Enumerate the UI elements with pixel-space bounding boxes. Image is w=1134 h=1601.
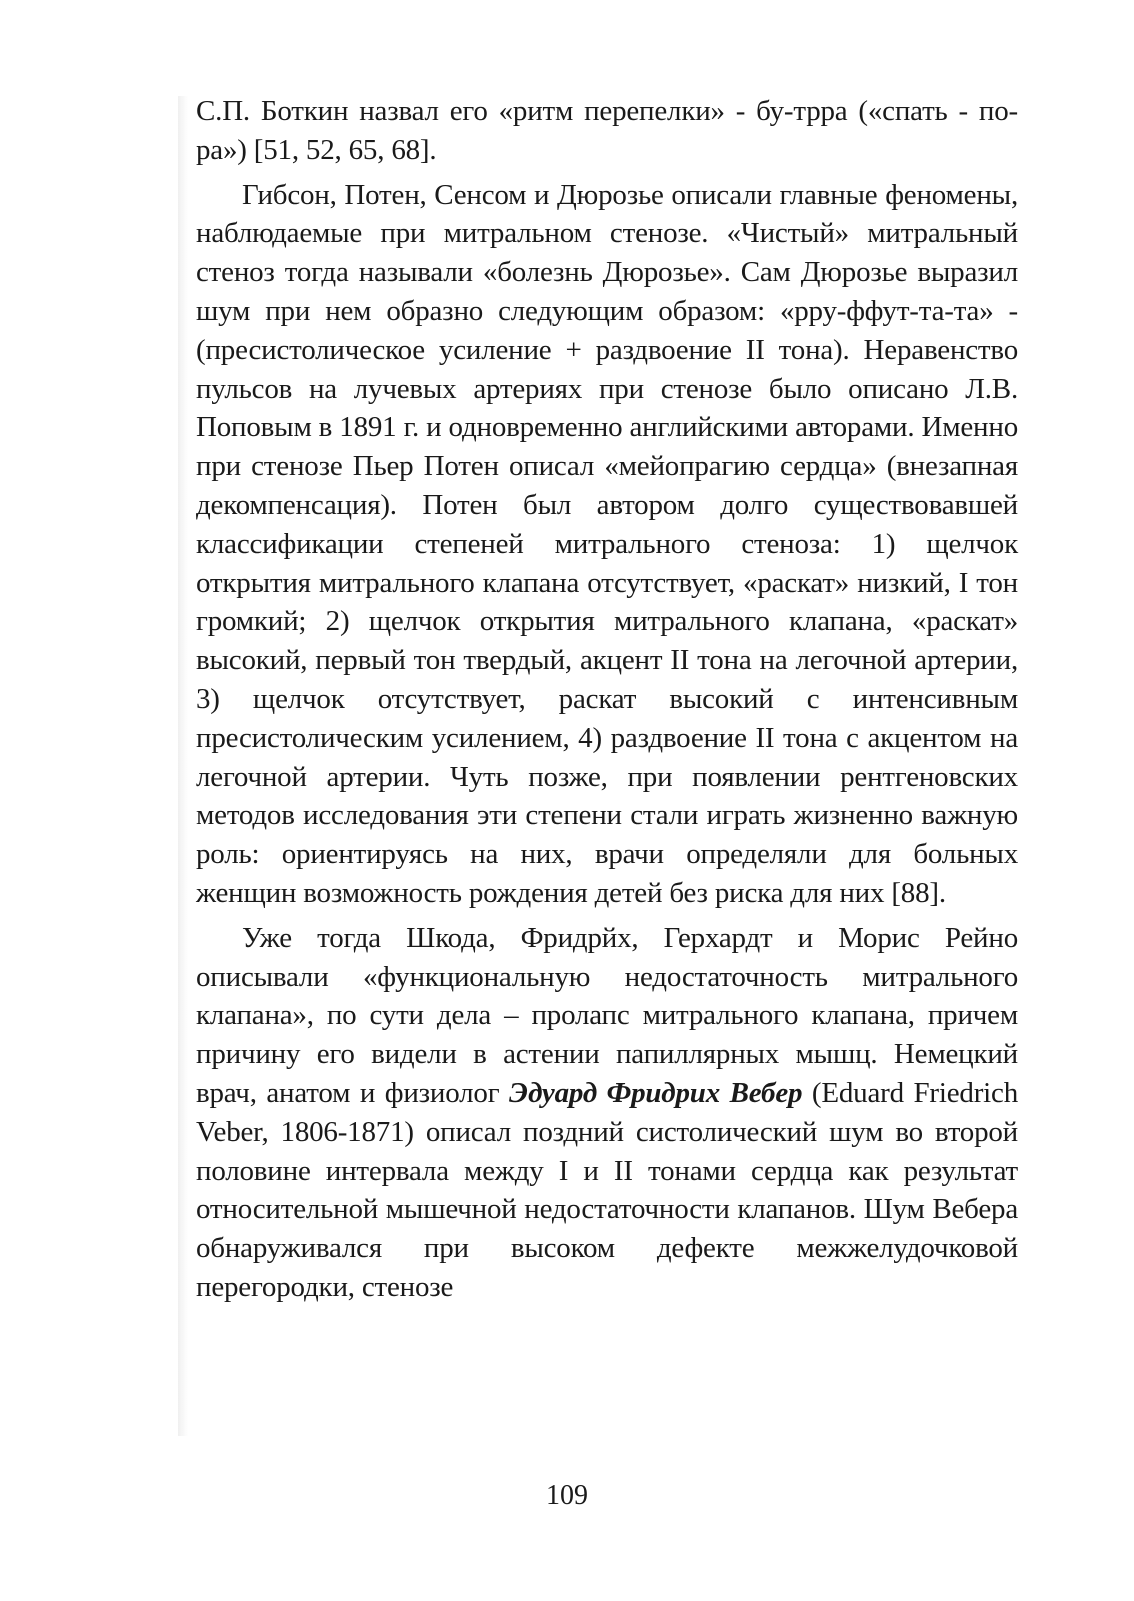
paragraph-weber-intro: Уже тогда Шкода, Фридрйх, Герхардт и Морис Рейно описывали «функциональную недостаточность митрального клапана», по сути дела – пролапс митрального клапана, причем причину его видели в астении папиллярных мышц. Немецкий врач, анатом и физиолог	[196, 921, 1018, 1109]
paragraph-weber	[196, 919, 1018, 1307]
paragraph-weber-continuation: (Eduard Friedrich Veber, 1806-1871) описал поздний систолический шум во второй половине интервала между I и II тонами сердца как результат относительной мышечной недостаточности клапанов. Шум Вебера обнаруживался при высоком дефекте межжелудочковой перегородки, стенозе	[196, 1076, 1018, 1303]
page-number: 109	[546, 1480, 588, 1511]
paragraph-botkin: С.П. Боткин назвал его «ритм перепелки» - бу-трра («спать - по-ра») [51, 52, 65, 68].	[196, 95, 1018, 166]
scan-binding-shadow	[178, 96, 188, 1436]
person-name-weber: Эдуард Фридрих Вебер	[509, 1076, 803, 1109]
paragraph-mitral-stenosis: Гибсон, Потен, Сенсом и Дюрозье описали главные феномены, наблюдаемые при митральном стенозе. «Чистый» митральный стеноз тогда называли «болезнь Дюрозье». Сам Дюрозье выразил шум при нем образно следующим образом: «рру-ффут-та-та» - (пресистолическое усиление + раздвоение II тона). Неравенство пульсов на лучевых артериях при стенозе было описано Л.В. Поповым в 1891 г. и одновременно английскими авторами. Именно при стенозе Пьер Потен описал «мейопрагию сердца» (внезапная декомпенсация). Потен был автором долго существовавшей классификации степеней митрального стеноза: 1) щелчок открытия митрального клапана отсутствует, «раскат» низкий, I тон громкий; 2) щелчок открытия митрального клапана, «раскат» высокий, первый тон твердый, акцент II тона на легочной артерии, 3) щелчок отсутствует, раскат высокий с интенсивным пресистолическим усилением, 4) раздвоение II тона с акцентом на легочной артерии. Чуть позже, при появлении рентгеновских методов исследования эти степени стали играть жизненно важную роль: ориентируясь на них, врачи определяли для больных женщин возможность рождения детей без риска для них [88].	[196, 178, 1018, 909]
page-text	[196, 92, 1018, 1313]
